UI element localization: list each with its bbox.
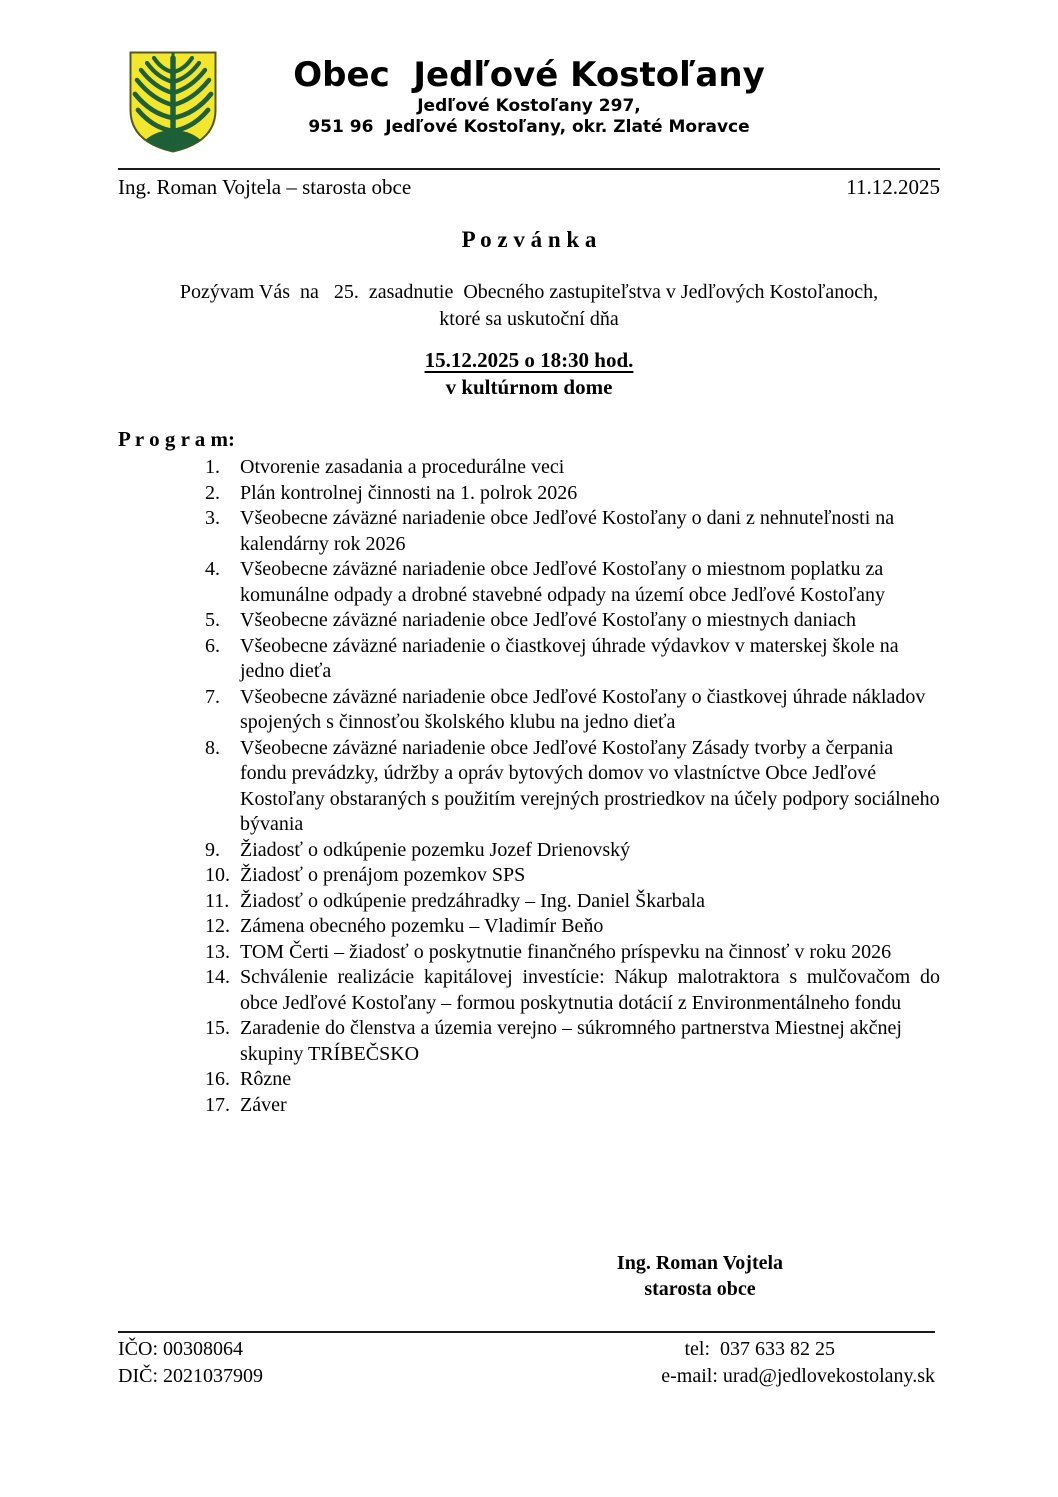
program-item: Zámena obecného pozemku – Vladimír Beňo xyxy=(240,915,604,937)
org-name: Obec Jedľové Kostoľany xyxy=(293,55,765,95)
program-item: Všeobecne záväzné nariadenie obce Jedľové Kostoľany o dani z nehnuteľnosti na kalendárny rok 2026 xyxy=(240,507,895,555)
coat-of-arms-logo xyxy=(128,50,218,154)
program-item: Všeobecne záväzné nariadenie o čiastkovej úhrade výdavkov v materskej škole na jedno dieťa xyxy=(240,634,899,682)
issuer-name: Ing. Roman Vojtela – starosta obce xyxy=(118,175,412,199)
fir-tree-shield-icon xyxy=(128,50,218,154)
footer-registry xyxy=(118,1336,263,1390)
program-item: Zaradenie do členstva a územia verejno – súkromného partnerstva Miestnej akčnej skupiny TRÍBEČSKO xyxy=(240,1017,902,1065)
program-item: Žiadosť o prenájom pozemkov SPS xyxy=(240,864,526,886)
program-item: Otvorenie zasadania a procedurálne veci xyxy=(240,456,565,478)
program-item: Záver xyxy=(240,1093,287,1116)
program-item: Všeobecne záväzné nariadenie obce Jedľové Kostoľany o čiastkovej úhrade nákladov spojených s činnosťou školského klubu na jedno dieťa xyxy=(240,685,926,733)
intro-line2: ktoré sa uskutoční dňa xyxy=(439,308,619,330)
org-address-line2: 951 96 Jedľové Kostoľany, okr. Zlaté Moravce xyxy=(308,117,750,137)
issue-date: 11.12.2025 xyxy=(846,175,940,199)
footer-dic: DIČ: 2021037909 xyxy=(118,1365,263,1387)
intro-line1: Pozývam Vás na 25. zasadnutie Obecného zastupiteľstva v Jedľových Kostoľanoch, xyxy=(179,281,879,303)
program-item: Plán kontrolnej činnosti na 1. polrok 2026 xyxy=(240,481,578,504)
header-divider xyxy=(118,168,940,170)
program-item: TOM Čerti – žiadosť o poskytnutie finančného príspevku na činnosť v roku 2026 xyxy=(240,940,892,963)
footer-email: e-mail: urad@jedlovekostolany.sk xyxy=(661,1365,935,1387)
program-heading: P r o g r a m: xyxy=(118,427,236,451)
org-address-line1: Jedľové Kostoľany 297, xyxy=(417,96,641,116)
footer-phone: tel: 037 633 82 25 xyxy=(684,1338,835,1360)
program-list xyxy=(118,455,940,1118)
signature-name: Ing. Roman Vojtela xyxy=(616,1252,784,1274)
footer-ico: IČO: 00308064 xyxy=(118,1338,243,1360)
program-item: Všeobecne záväzné nariadenie obce Jedľové Kostoľany o miestnych daniach xyxy=(240,609,856,631)
program-item: Všeobecne záväzné nariadenie obce Jedľové Kostoľany o miestnom poplatku za komunálne odpady a drobné stavebné odpady na území obce Jedľové Kostoľany xyxy=(240,558,885,606)
meeting-details xyxy=(118,347,940,401)
program-item: Žiadosť o odkúpenie predzáhradky – Ing. Daniel Škarbala xyxy=(240,889,706,912)
intro-paragraph xyxy=(118,279,940,333)
footer-contact xyxy=(661,1336,935,1390)
program-item: Žiadosť o odkúpenie pozemku Jozef Drienovský xyxy=(240,838,631,861)
program-item: Rôzne xyxy=(240,1068,292,1090)
meeting-venue: v kultúrnom dome xyxy=(445,375,613,399)
footer xyxy=(118,1331,935,1390)
program-item: Schválenie realizácie kapitálovej investície: Nákup malotraktora s mulčovačom do obce Jedľové Kostoľany – formou poskytnutia dotácií z Environmentálneho fondu xyxy=(240,966,940,1014)
program-item: Všeobecne záväzné nariadenie obce Jedľové Kostoľany Zásady tvorby a čerpania fondu prevádzky, údržby a opráv bytových domov vo vlastníctve Obce Jedľové Kostoľany obstaraných s použitím verejných prostriedkov na účely podpory sociálneho bývania xyxy=(240,736,940,835)
meeting-datetime: 15.12.2025 o 18:30 hod. xyxy=(424,348,634,372)
letterhead xyxy=(118,48,940,160)
signature-role: starosta obce xyxy=(644,1278,756,1300)
signature-block xyxy=(550,1250,850,1302)
subheader-row xyxy=(118,174,940,201)
document-title: P o z v á n k a xyxy=(461,227,597,252)
